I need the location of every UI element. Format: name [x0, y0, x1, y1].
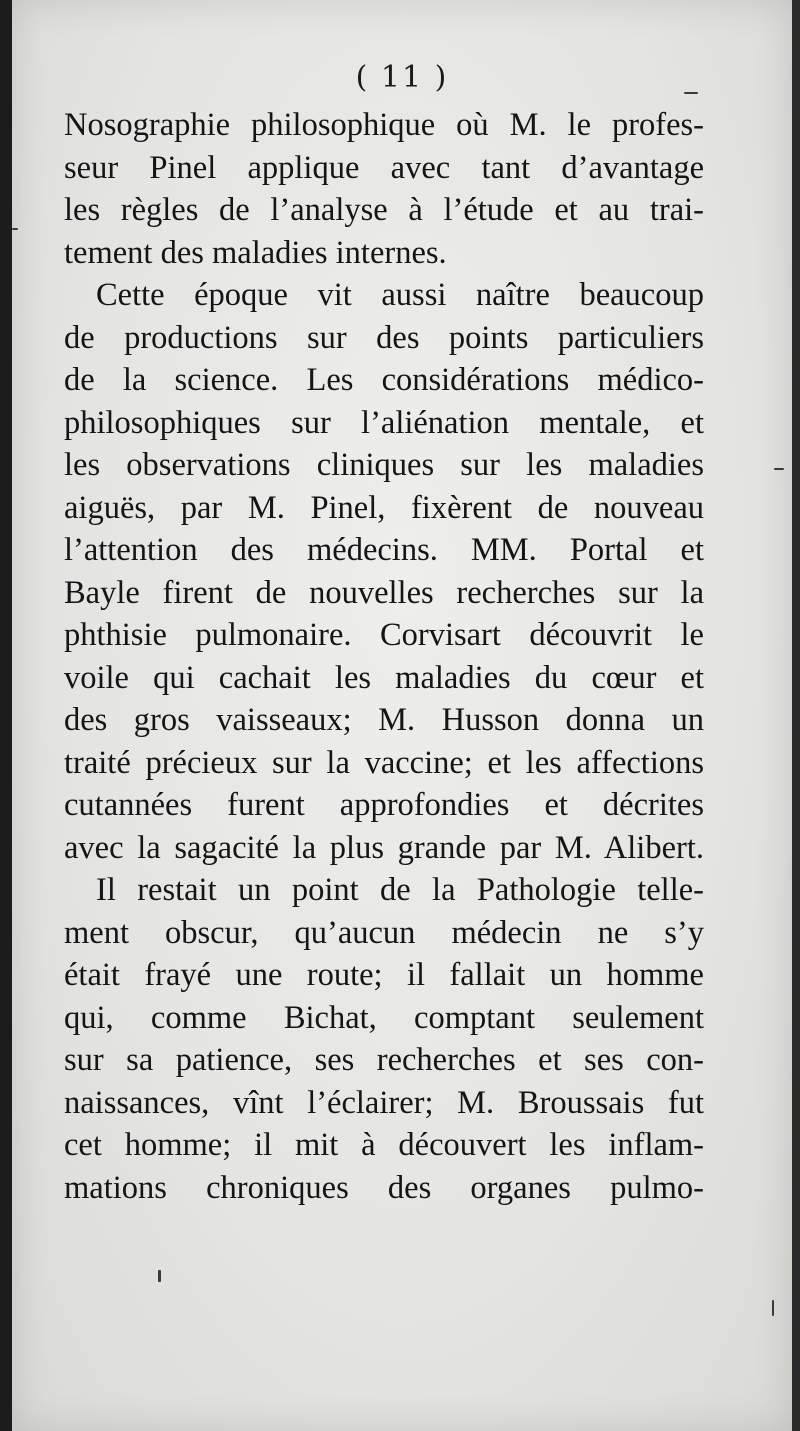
- text-line: avec la sagacité la plus grande par M. Alibert.: [64, 829, 704, 866]
- text-line: les règles de l’analyse à l’étude et au trai-: [64, 192, 704, 228]
- text-line: traité précieux sur la vaccine; et les affections: [64, 744, 704, 781]
- text-line: tement des maladies internes.: [64, 234, 447, 271]
- body-text: [64, 104, 704, 1209]
- paper-speck: [684, 92, 698, 94]
- text-line: l’attention des médecins. MM. Portal et: [64, 532, 704, 568]
- text-line: de la science. Les considérations médico-: [64, 362, 704, 398]
- page-number-header: ( 11 ): [355, 60, 449, 95]
- paper-speck: [774, 468, 784, 470]
- text-line: philosophiques sur l’aliénation mentale, et: [64, 404, 704, 441]
- text-line: naissances, vînt l’éclairer; M. Broussais fut: [64, 1084, 704, 1121]
- paragraph-start-line: Cette époque vit aussi naître beaucoup: [96, 277, 704, 313]
- text-line: voile qui cachait les maladies du cœur et: [64, 659, 704, 696]
- text-line: seur Pinel applique avec tant d’avantage: [64, 149, 704, 186]
- text-line: phthisie pulmonaire. Corvisart découvrit le: [64, 617, 704, 653]
- text-line: aiguës, par M. Pinel, fixèrent de nouveau: [64, 489, 704, 526]
- paper-speck: [12, 228, 18, 230]
- text-line: Bayle firent de nouvelles recherches sur la: [64, 574, 704, 611]
- text-line: sur sa patience, ses recherches et ses con-: [64, 1042, 704, 1078]
- book-page: [12, 0, 792, 1431]
- scan-edge: [792, 0, 800, 1431]
- text-line: mations chroniques des organes pulmo-: [64, 1169, 704, 1206]
- paper-speck: [772, 1300, 774, 1316]
- text-line: qui, comme Bichat, comptant seulement: [64, 999, 704, 1036]
- paragraph-start-line: Il restait un point de la Pathologie telle-: [96, 872, 704, 908]
- text-line: ment obscur, qu’aucun médecin ne s’y: [64, 914, 704, 951]
- text-line: des gros vaisseaux; M. Husson donna un: [64, 702, 704, 738]
- text-line: de productions sur des points particuliers: [64, 319, 704, 356]
- text-line: les observations cliniques sur les maladies: [64, 447, 704, 483]
- paper-speck: [158, 1270, 161, 1282]
- text-line: était frayé une route; il fallait un homme: [64, 957, 704, 993]
- text-line: cutannées furent approfondies et décrites: [64, 787, 704, 823]
- text-line: cet homme; il mit à découvert les inflam-: [64, 1127, 704, 1163]
- text-line: Nosographie philosophique où M. le profes-: [64, 107, 704, 143]
